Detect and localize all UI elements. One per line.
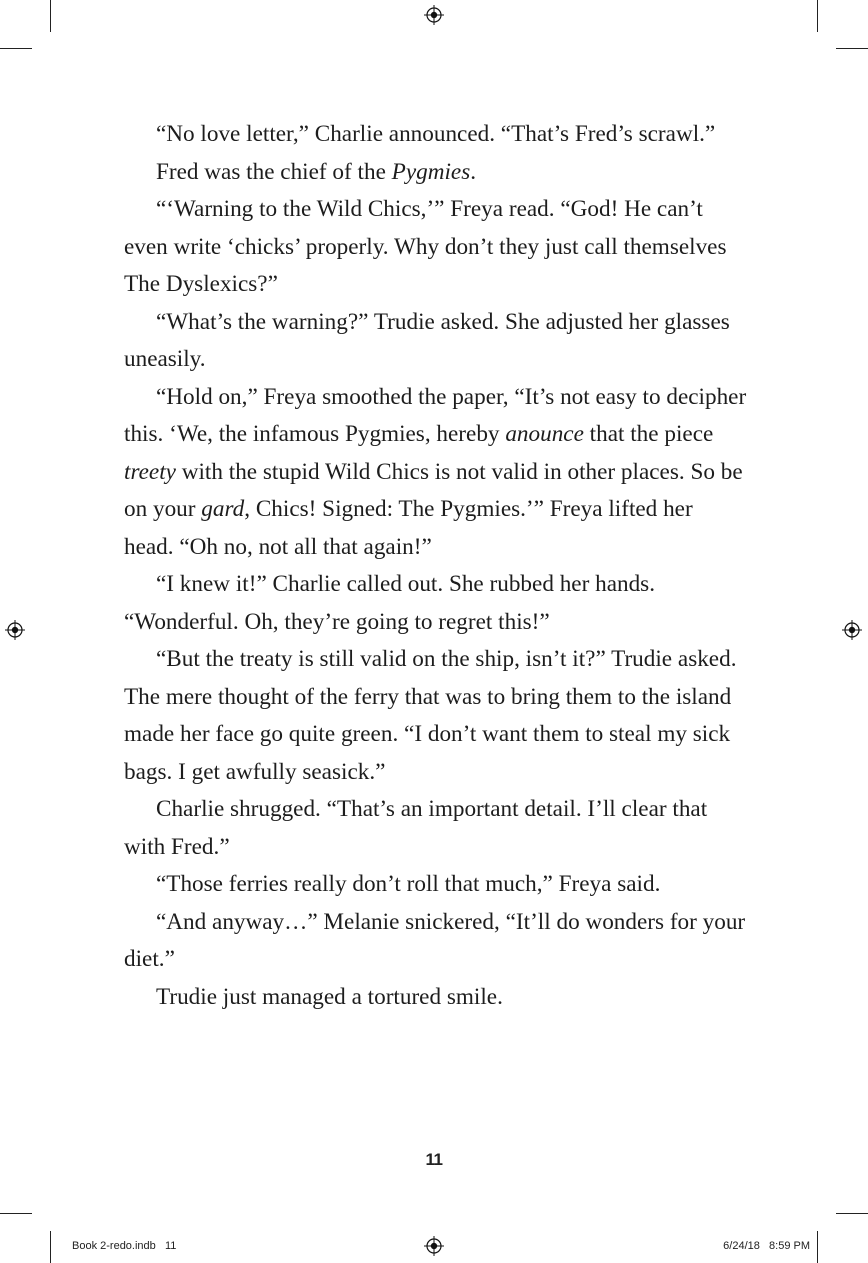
paragraph: “Hold on,” Freya smoothed the paper, “It’s not easy to decipher this. ‘We, the infamous Pygmies, hereby anounce that the piece treety with the stupid Wild Chics is not valid in other places. So be on your gard, Chics! Signed: The Pygmies.’” Freya lifted her head. “Oh no, not all that again!” [124, 383, 747, 560]
italic-word: gard [201, 496, 245, 522]
registration-target-icon [424, 1236, 444, 1256]
italic-word: anounce [505, 421, 584, 447]
crop-mark-top-left-horizontal [0, 48, 32, 49]
paragraph: “But the treaty is still valid on the ship, isn’t it?” Trudie asked. The mere thought of the ferry that was to bring them to the island made her face go quite green. “I don’t want them to steal my sick bags. I get awfully seasick.” [124, 646, 737, 785]
crop-mark-bottom-left-vertical [50, 1231, 51, 1263]
italic-word: treety [124, 458, 176, 485]
registration-target-icon [5, 620, 25, 640]
paragraph: “‘Warning to the Wild Chics,’” Freya read. “God! He can’t even write ‘chicks’ properly. Why don’t they just call themselves The Dyslexics?” [124, 196, 727, 297]
paragraph: “And anyway…” Melanie snickered, “It’ll do wonders for your diet.” [124, 908, 746, 972]
page-body-text [124, 116, 748, 1016]
registration-target-icon [424, 5, 444, 25]
paragraph: “Those ferries really don’t roll that much,” Freya said. [156, 871, 661, 897]
italic-word: Pygmies [391, 158, 471, 185]
crop-mark-bottom-left-horizontal [0, 1213, 32, 1214]
crop-mark-bottom-right-vertical [817, 1231, 818, 1263]
crop-mark-top-right-vertical [817, 0, 818, 32]
crop-mark-top-left-vertical [50, 0, 51, 32]
slug-file-label: Book 2-redo.indb 11 [72, 1240, 177, 1252]
paragraph: Fred was the chief of the Pygmies. [156, 158, 477, 185]
crop-mark-bottom-right-horizontal [836, 1213, 868, 1214]
crop-mark-top-right-horizontal [836, 48, 868, 49]
paragraph: “I knew it!” Charlie called out. She rubbed her hands. “Wonderful. Oh, they’re going to regret this!” [124, 571, 656, 635]
paragraph: Trudie just managed a tortured smile. [156, 983, 503, 1010]
paragraph: “No love letter,” Charlie announced. “That’s Fred’s scrawl.” [156, 121, 716, 147]
paragraph: “What’s the warning?” Trudie asked. She adjusted her glasses uneasily. [124, 308, 730, 372]
registration-target-icon [842, 620, 862, 640]
slug-date-label: 6/24/18 8:59 PM [723, 1240, 810, 1252]
page-number: 11 [425, 1150, 443, 1169]
paragraph: Charlie shrugged. “That’s an important detail. I’ll clear that with Fred.” [124, 796, 708, 860]
